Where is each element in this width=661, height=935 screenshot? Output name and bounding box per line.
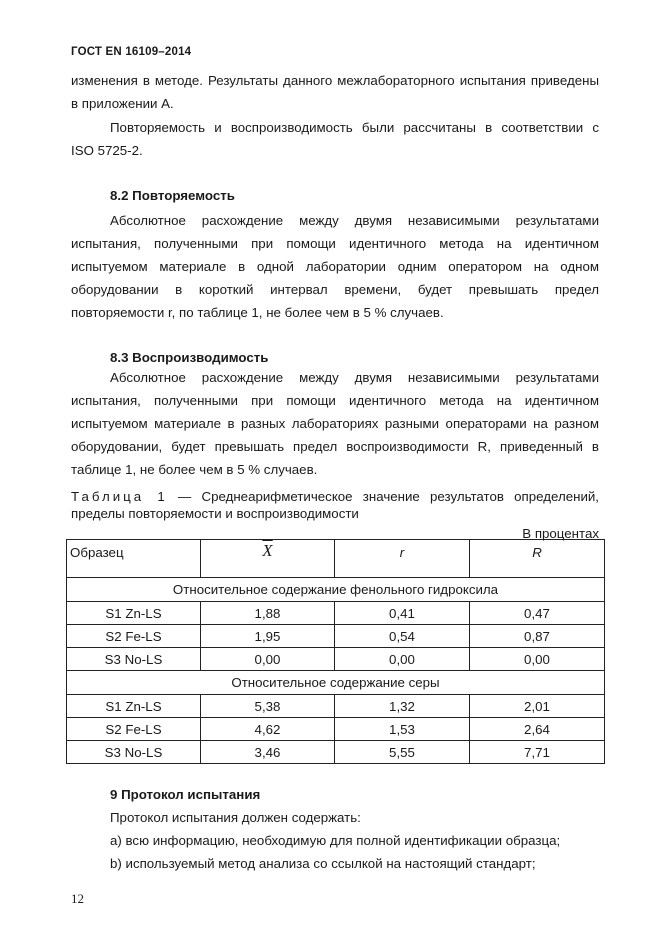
cell-R: 0,47 <box>470 602 605 625</box>
table-section-row <box>67 671 605 695</box>
cell-r: 5,55 <box>335 741 470 764</box>
table-row <box>67 602 605 625</box>
cell-sample: S2 Fe-LS <box>67 718 201 741</box>
section-8-3-line-3: испытуемом материале в разных лабораториях разными операторами на разном <box>71 416 599 431</box>
cell-R: 0,00 <box>470 648 605 671</box>
header-xbar: $\overline{X}$ <box>262 541 273 560</box>
cell-R: 0,87 <box>470 625 605 648</box>
cell-x: 5,38 <box>201 695 335 718</box>
header-R: R <box>470 540 605 578</box>
table-caption-text: — Среднеарифметическое значение результатов определений, <box>167 489 599 504</box>
section-9-line-2: a) всю информацию, необходимую для полной идентификации образца; <box>110 833 561 848</box>
section-8-3-line-5: таблице 1, не более чем в 5 % случаев. <box>71 462 318 477</box>
section-8-3-line-4: оборудовании, будет превышать предел воспроизводимости R, приведенный в <box>71 439 599 454</box>
section-8-2-line-1: Абсолютное расхождение между двумя независимыми результатами <box>110 213 599 228</box>
intro-line-3: Повторяемость и воспроизводимость были рассчитаны в соответствии с <box>110 120 599 135</box>
section-8-2-title: 8.2 Повторяемость <box>110 188 235 203</box>
cell-r: 0,54 <box>335 625 470 648</box>
section-phenolic-hydroxyl: Относительное содержание фенольного гидроксила <box>67 578 605 602</box>
section-8-2-line-5: повторяемости r, по таблице 1, не более чем в 5 % случаев. <box>71 305 444 320</box>
table-caption <box>71 489 599 505</box>
page-number: 12 <box>71 891 84 906</box>
cell-x: 3,46 <box>201 741 335 764</box>
document-header: ГОСТ EN 16109–2014 <box>71 46 192 58</box>
table-row <box>67 695 605 718</box>
header-sample: Образец <box>67 540 201 578</box>
cell-x: 4,62 <box>201 718 335 741</box>
table-header-row <box>67 540 605 578</box>
cell-r: 0,41 <box>335 602 470 625</box>
section-8-2-line-3: испытуемом материале в одной лаборатории одним оператором на одном <box>71 259 599 274</box>
table-section-row <box>67 578 605 602</box>
section-8-2-line-4: оборудовании в короткий интервал времени, будет превышать предел <box>71 282 599 297</box>
table-row <box>67 741 605 764</box>
table-caption-line-2: пределы повторяемости и воспроизводимости <box>71 506 359 521</box>
cell-x: 1,95 <box>201 625 335 648</box>
cell-sample: S1 Zn-LS <box>67 695 201 718</box>
section-8-3-title: 8.3 Воспроизводимость <box>110 350 269 365</box>
cell-r: 1,32 <box>335 695 470 718</box>
intro-line-2: в приложении А. <box>71 96 174 111</box>
cell-R: 7,71 <box>470 741 605 764</box>
section-9-line-1: Протокол испытания должен содержать: <box>110 810 361 825</box>
intro-line-1: изменения в методе. Результаты данного межлабораторного испытания приведены <box>71 73 599 88</box>
section-sulfur: Относительное содержание серы <box>67 671 605 695</box>
table-caption-label: Таблица 1 <box>71 489 168 504</box>
intro-line-4: ISO 5725-2. <box>71 143 143 158</box>
results-table <box>66 539 605 764</box>
cell-sample: S2 Fe-LS <box>67 625 201 648</box>
section-8-3-line-2: испытания, полученными при помощи идентичного метода на идентичном <box>71 393 599 408</box>
cell-r: 1,53 <box>335 718 470 741</box>
cell-sample: S3 No-LS <box>67 648 201 671</box>
cell-r: 0,00 <box>335 648 470 671</box>
table-row <box>67 648 605 671</box>
table-row <box>67 718 605 741</box>
header-r: r <box>335 540 470 578</box>
table-row <box>67 625 605 648</box>
cell-sample: S3 No-LS <box>67 741 201 764</box>
cell-R: 2,64 <box>470 718 605 741</box>
section-8-3-line-1: Абсолютное расхождение между двумя независимыми результатами <box>110 370 599 385</box>
section-9-line-3: b) используемый метод анализа со ссылкой на настоящий стандарт; <box>110 856 536 871</box>
cell-sample: S1 Zn-LS <box>67 602 201 625</box>
header-xbar-cell <box>201 540 335 578</box>
section-9-title: 9 Протокол испытания <box>110 787 261 802</box>
section-8-2-line-2: испытания, полученными при помощи идентичного метода на идентичном <box>71 236 599 251</box>
cell-x: 1,88 <box>201 602 335 625</box>
table-unit: В процентах <box>522 526 599 541</box>
cell-R: 2,01 <box>470 695 605 718</box>
cell-x: 0,00 <box>201 648 335 671</box>
